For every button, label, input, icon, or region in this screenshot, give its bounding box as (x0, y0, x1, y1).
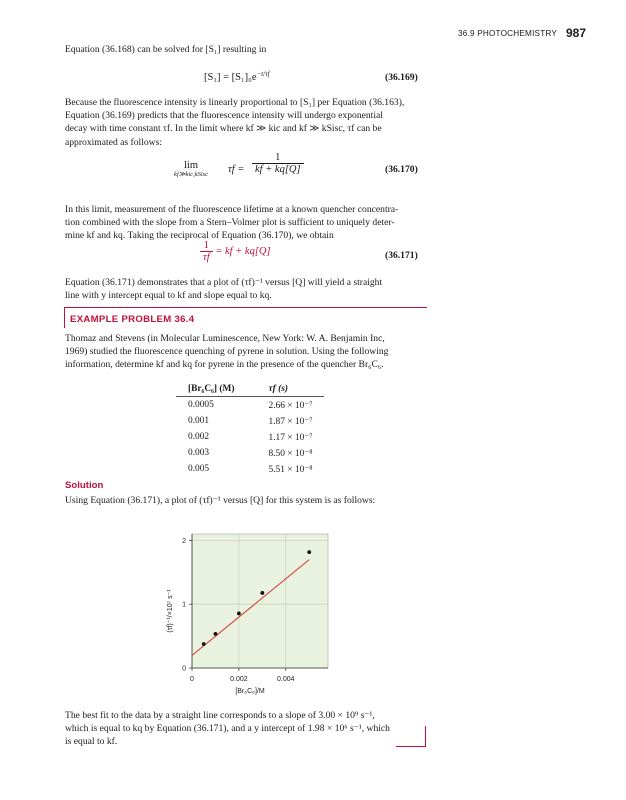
section-title: 36.9 PHOTOCHEMISTRY (458, 29, 558, 38)
equation-36-170 (170, 152, 350, 192)
para2-line: Equation (36.169) predicts that the fluorescence intensity will undergo exponential (65, 110, 383, 122)
table-cell: 0.0005 (188, 400, 214, 410)
table-row (176, 413, 324, 429)
data-point (202, 642, 206, 646)
data-point (237, 612, 241, 616)
table-cell: 1.17 × 10⁻⁷ (268, 432, 313, 443)
table-header: [Br₆C₆] (M) (176, 382, 257, 397)
table-header: τf (s) (257, 382, 325, 397)
example-bracket-bottom (396, 726, 426, 747)
solution-heading: Solution (65, 480, 104, 491)
table-cell: 2.66 × 10⁻⁷ (268, 400, 313, 411)
paragraph-2 (65, 96, 423, 149)
para4-line: line with y intercept equal to kf and slope equal to kq. (65, 290, 272, 302)
plot-area (192, 534, 328, 668)
para3-line: In this limit, measurement of the fluorescence lifetime at a known quencher concentra- (65, 204, 399, 215)
eq171-fraction (200, 240, 213, 263)
table-row (176, 461, 324, 477)
y-axis-label: (τf)⁻¹/×10⁷ s⁻¹ (167, 589, 174, 633)
page-number: 987 (566, 26, 587, 40)
data-point (214, 632, 218, 636)
eq169-number: (36.169) (385, 72, 418, 83)
x-tick-label: 0.004 (277, 676, 295, 683)
data-table (176, 382, 324, 477)
paragraph-3 (65, 203, 423, 243)
eq170-numerator: 1 (252, 152, 304, 164)
eq169-lhs: [S₁] = [S₁]₀e (204, 72, 257, 83)
example-line: Thomaz and Stevens (in Molecular Luminescence, New York: W. A. Benjamin Inc, (65, 333, 385, 344)
eq170-lim: lim (184, 160, 199, 171)
table-cell: 0.003 (188, 448, 210, 458)
paragraph-4 (65, 276, 423, 302)
eq171-rhs: = kf + kq[Q] (215, 245, 271, 257)
para2-line: decay with time constant τf. In the limit where kf ≫ kic and kf ≫ kSisc, τf can be (65, 123, 382, 135)
x-tick-label: 0 (190, 676, 194, 683)
table-row (176, 429, 324, 445)
table-row (176, 397, 324, 414)
para2-line: Because the fluorescence intensity is linearly proportional to [S₁] per Equation (36.163), (65, 97, 405, 108)
data-point (307, 550, 311, 554)
table-cell: 1.87 × 10⁻⁷ (268, 416, 313, 427)
eq171-number: (36.171) (385, 250, 418, 261)
para4-line: Equation (36.171) demonstrates that a plot of (τf)⁻¹ versus [Q] will yield a straight (65, 277, 383, 288)
eq170-denominator: kf + kq[Q] (255, 164, 301, 175)
eq170-fraction (252, 152, 304, 175)
para2-line: approximated as follows: (65, 136, 162, 148)
table-cell: 0.005 (188, 464, 210, 474)
eq169-exponent: −t/τf (256, 70, 270, 78)
data-point (260, 591, 264, 595)
table-cell: 0.001 (188, 416, 210, 426)
y-tick-label: 0 (182, 665, 186, 673)
solution-text: Using Equation (36.171), a plot of (τf)⁻¹ versus [Q] for this system is as follows: (65, 495, 376, 506)
x-tick-label: 0.002 (230, 676, 248, 683)
y-tick-label: 1 (182, 601, 186, 609)
conclusion-line: is equal to kf. (65, 736, 118, 748)
table-cell: 5.51 × 10⁻⁸ (268, 464, 313, 475)
equation-36-171 (200, 240, 271, 263)
conclusion-line: The best fit to the data by a straight line corresponds to a slope of 3.00 × 10⁹ s⁻¹, (65, 710, 375, 721)
stern-volmer-plot (150, 520, 380, 700)
running-header (458, 29, 557, 38)
example-text (65, 332, 423, 372)
example-line: information, determine kf and kq for pyrene in the presence of the quencher Br₆C₆. (65, 359, 384, 371)
table-header-row (176, 382, 324, 397)
table-cell: 0.002 (188, 432, 210, 442)
eq171-numerator: 1 (200, 240, 213, 252)
eq170-number: (36.170) (385, 164, 418, 175)
table-cell: 8.50 × 10⁻⁸ (268, 448, 313, 459)
table-row (176, 445, 324, 461)
eq170-limit-condition: kf≫kic,kSisc (174, 171, 209, 178)
intro-text: Equation (36.168) can be solved for [S₁] resulting in (65, 44, 267, 55)
equation-36-169 (204, 70, 270, 83)
y-tick-label: 2 (182, 537, 186, 545)
x-axis-label: [Br₆C₆]/M (235, 688, 265, 695)
eq170-lhs: τf = (228, 164, 245, 175)
para3-line: tion combined with the slope from a Stern–Volmer plot is sufficient to uniquely deter- (65, 217, 395, 229)
conclusion-text (65, 709, 423, 749)
para3-line: mine kf and kq. Taking the reciprocal of Equation (36.170), we obtain (65, 230, 334, 242)
example-line: 1969) studied the fluorescence quenching of pyrene in solution. Using the following (65, 346, 389, 358)
example-heading: EXAMPLE PROBLEM 36.4 (70, 314, 195, 325)
eq171-denominator: τf (203, 252, 210, 263)
conclusion-line: which is equal to kq by Equation (36.171), and a y intercept of 1.98 × 10⁶ s⁻¹, which (65, 723, 390, 735)
